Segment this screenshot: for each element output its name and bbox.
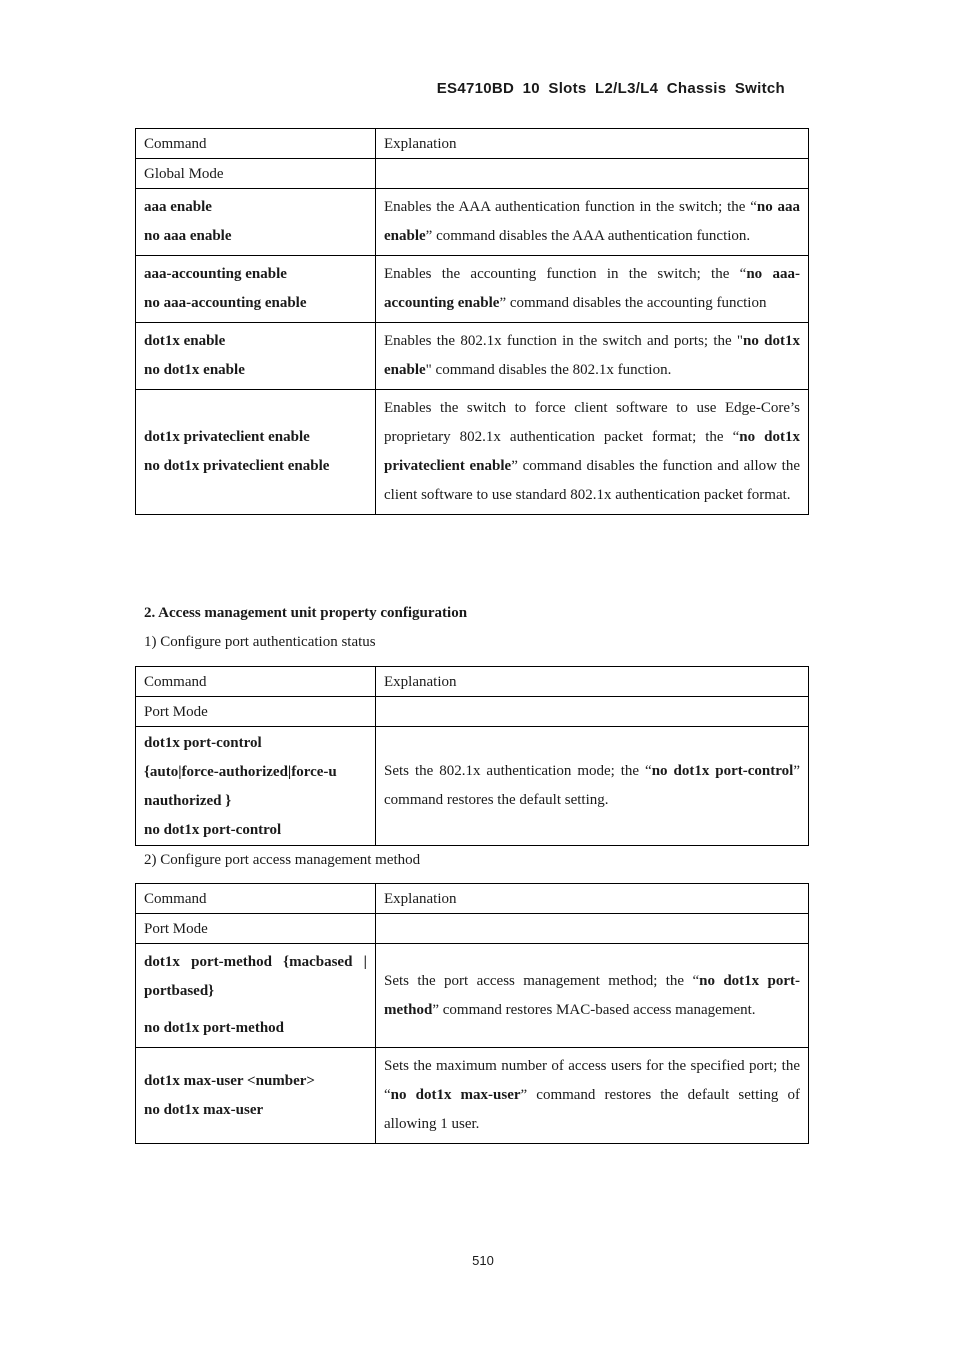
explanation-command: no dot1x privateclient enable — [384, 429, 800, 474]
section-heading: 2. Access management unit property configuration — [144, 605, 468, 621]
column-header-explanation: Explanation — [376, 667, 809, 697]
command-text: aaa enable — [144, 199, 212, 215]
command-text: aaa-accounting enable — [144, 266, 287, 282]
explanation-text: Sets the port access management method; the “ — [384, 972, 700, 989]
subsection-heading: 2) Configure port access management method — [144, 852, 421, 868]
explanation-text: ” command restores MAC-based access management. — [432, 1001, 756, 1018]
explanation-text: Sets the 802.1x authentication mode; the “ — [384, 763, 652, 779]
explanation-cell — [376, 727, 809, 846]
explanation-cell — [376, 323, 809, 390]
page-header: ES4710BD 10 Slots L2/L3/L4 Chassis Switch — [436, 80, 785, 97]
mode-empty-cell — [376, 914, 809, 944]
explanation-text: ” command disables the accounting function — [499, 295, 767, 311]
subsection-heading: 1) Configure port authentication status — [144, 634, 376, 650]
command-cell — [136, 1048, 376, 1144]
column-header-explanation: Explanation — [376, 884, 809, 914]
column-header-command: Command — [136, 667, 376, 697]
table-row — [136, 189, 809, 256]
explanation-text: ” command disables the function and allow the client software to use standard 802.1x authentication packet format. — [384, 458, 800, 503]
explanation-command: no dot1x port-control — [651, 763, 794, 779]
command-cell — [136, 256, 376, 323]
command-cell — [136, 944, 376, 1048]
command-text: dot1x port-method {macbased | portbased} — [144, 954, 367, 999]
table-row — [136, 727, 809, 846]
explanation-text: Enables the switch to force client software to use Edge-Core’s proprietary 802.1x authentication packet format; the “ — [384, 400, 800, 445]
command-text: no dot1x max-user — [144, 1101, 264, 1118]
explanation-text: Sets the maximum number of access users for the specified port; the “ — [384, 1058, 800, 1103]
mode-empty-cell — [376, 159, 809, 189]
explanation-text: Enables the accounting function in the switch; the “ — [384, 266, 747, 282]
column-header-command: Command — [136, 884, 376, 914]
mode-row — [136, 159, 809, 189]
explanation-cell — [376, 1048, 809, 1144]
command-text: dot1x privateclient enable — [144, 429, 310, 445]
mode-empty-cell — [376, 697, 809, 727]
explanation-text: ” command disables the AAA authentication function. — [425, 228, 751, 244]
explanation-text: ” command restores the default setting of allowing 1 user. — [384, 1087, 801, 1132]
mode-label: Port Mode — [136, 914, 376, 944]
command-table-port-control — [135, 666, 809, 846]
explanation-command: no dot1x max-user — [390, 1087, 521, 1103]
command-table-global — [135, 128, 809, 515]
page-number: 510 — [472, 1253, 494, 1268]
column-header-command: Command — [136, 129, 376, 159]
table-header-row — [136, 129, 809, 159]
table-row — [136, 944, 809, 1048]
explanation-text: Enables the 802.1x function in the switch and ports; the " — [384, 333, 744, 349]
table-row — [136, 1048, 809, 1144]
explanation-command: no aaa-accounting enable — [384, 266, 800, 311]
explanation-text: " command disables the 802.1x function. — [425, 362, 672, 378]
explanation-command: no aaa enable — [384, 199, 800, 244]
mode-row — [136, 697, 809, 727]
command-cell — [136, 727, 376, 846]
table-row — [136, 323, 809, 390]
command-text: no dot1x enable — [144, 362, 245, 378]
command-text: no dot1x privateclient enable — [144, 458, 330, 474]
mode-label: Port Mode — [136, 697, 376, 727]
command-cell — [136, 323, 376, 390]
explanation-command: no dot1x enable — [384, 333, 800, 378]
command-text: {auto|force-authorized|force-u — [144, 764, 337, 780]
command-table-port-method — [135, 883, 809, 1144]
explanation-text: ” command restores the default setting. — [384, 763, 800, 808]
command-cell — [136, 189, 376, 256]
table-header-row — [136, 884, 809, 914]
command-text: no aaa enable — [144, 228, 232, 244]
explanation-cell — [376, 189, 809, 256]
command-text: nauthorized } — [144, 793, 232, 809]
explanation-cell — [376, 944, 809, 1048]
command-text: dot1x port-control — [144, 735, 262, 751]
command-text: dot1x max-user <number> — [144, 1072, 315, 1089]
explanation-command: no dot1x port-method — [384, 972, 801, 1018]
column-header-explanation: Explanation — [376, 129, 809, 159]
explanation-text: Enables the AAA authentication function in the switch; the “ — [384, 199, 757, 215]
explanation-cell — [376, 256, 809, 323]
mode-row — [136, 914, 809, 944]
command-text: no aaa-accounting enable — [144, 295, 307, 311]
command-cell — [136, 390, 376, 515]
command-text: dot1x enable — [144, 333, 226, 349]
table-header-row — [136, 667, 809, 697]
command-text: no dot1x port-control — [144, 822, 282, 838]
mode-label: Global Mode — [136, 159, 376, 189]
command-text: no dot1x port-method — [144, 1020, 285, 1036]
table-row — [136, 390, 809, 515]
explanation-cell — [376, 390, 809, 515]
table-row — [136, 256, 809, 323]
